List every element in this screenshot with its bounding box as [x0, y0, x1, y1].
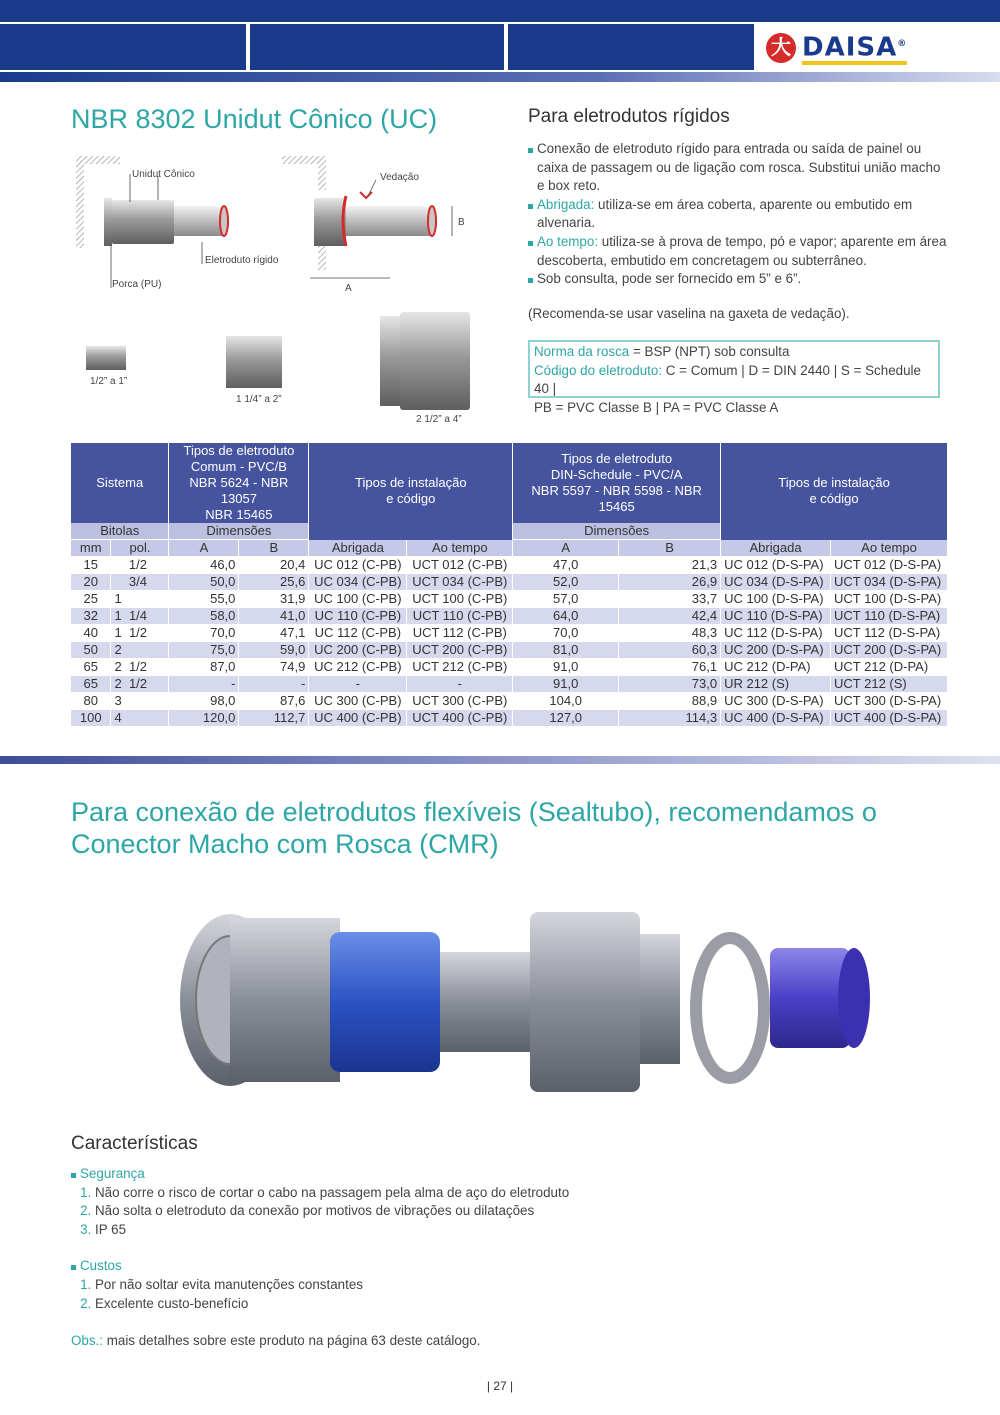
cell-pol: 1/2	[111, 557, 169, 574]
group-seguranca	[71, 1165, 951, 1239]
group-custos	[71, 1257, 951, 1313]
table-row	[71, 642, 948, 659]
cell-a2: 52,0	[513, 574, 619, 591]
header-bitolas: Bitolas	[71, 523, 169, 540]
cell-a2: 104,0	[513, 693, 619, 710]
spec-table	[71, 443, 948, 727]
cell-tmp: UCT 200 (C-PB)	[407, 642, 513, 659]
cell-b: 112,7	[239, 710, 309, 727]
cell-pol: 2	[111, 642, 169, 659]
cell-b2: 114,3	[619, 710, 721, 727]
header-tab-3	[508, 24, 754, 70]
header-comum-2: Comum - PVC/B	[169, 459, 309, 475]
header-a: A	[169, 540, 239, 557]
cell-mm: 15	[71, 557, 111, 574]
list-item: 1. Por não soltar evita manutenções constantes	[95, 1276, 951, 1295]
cell-tmp2: UCT 034 (D-S-PA)	[831, 574, 948, 591]
cell-pol: 1 1/4	[111, 608, 169, 625]
header-gradient-line	[0, 72, 1000, 82]
cell-tmp2: UCT 100 (D-S-PA)	[831, 591, 948, 608]
cell-abr2: UC 110 (D-S-PA)	[721, 608, 831, 625]
list-item: 1. Não corre o risco de cortar o cabo na passagem pela alma de aço do eletroduto	[95, 1184, 951, 1203]
spring-part	[440, 952, 530, 1052]
caption-size-3: 2 1/2” a 4”	[416, 414, 462, 425]
cell-b: 20,4	[239, 557, 309, 574]
cell-pol: 3/4	[111, 574, 169, 591]
cell-tmp2: UCT 212 (D-PA)	[831, 659, 948, 676]
header-ao-tempo: Ao tempo	[407, 540, 513, 557]
cell-abr2: UR 212 (S)	[721, 676, 831, 693]
cell-a: 55,0	[169, 591, 239, 608]
unidut-medium-image	[226, 336, 282, 388]
cell-abr2: UC 212 (D-PA)	[721, 659, 831, 676]
cell-abr: UC 112 (C-PB)	[309, 625, 407, 642]
cell-b: 74,9	[239, 659, 309, 676]
cell-tmp: UCT 300 (C-PB)	[407, 693, 513, 710]
header-comum-3: NBR 5624 - NBR 13057	[169, 475, 309, 507]
header-din: Tipos de eletroduto DIN-Schedule - PVC/A NBR 5597 - NBR 5598 - NBR 15465	[513, 443, 721, 523]
table-row	[71, 591, 948, 608]
cell-tmp: UCT 100 (C-PB)	[407, 591, 513, 608]
header-dimensoes-1: Dimensões	[169, 523, 309, 540]
cell-mm: 65	[71, 676, 111, 693]
characteristics-list	[71, 1165, 951, 1331]
list-item: 3. IP 65	[95, 1221, 951, 1240]
list-item: 2. Não solta o eletroduto da conexão por motivos de vibrações ou dilatações	[95, 1202, 951, 1221]
cell-abr: UC 200 (C-PB)	[309, 642, 407, 659]
cell-a: 46,0	[169, 557, 239, 574]
obs-note: Obs.: mais detalhes sobre este produto na página 63 deste catálogo.	[71, 1333, 481, 1348]
cell-mm: 40	[71, 625, 111, 642]
cell-a2: 64,0	[513, 608, 619, 625]
cell-abr2: UC 300 (D-S-PA)	[721, 693, 831, 710]
cell-abr: UC 110 (C-PB)	[309, 608, 407, 625]
cell-mm: 80	[71, 693, 111, 710]
cell-tmp: -	[407, 676, 513, 693]
cell-abr2: UC 112 (D-S-PA)	[721, 625, 831, 642]
cell-a: 70,0	[169, 625, 239, 642]
blue-sleeve-part	[330, 932, 440, 1072]
bullet-item: Ao tempo: utiliza-se à prova de tempo, pó e vapor; aparente em área descoberta, embutido em concretagem ou subterrâneo.	[528, 233, 948, 270]
cell-b: 47,1	[239, 625, 309, 642]
cell-mm: 20	[71, 574, 111, 591]
cell-tmp2: UCT 400 (D-S-PA)	[831, 710, 948, 727]
cell-pol: 3	[111, 693, 169, 710]
cell-a2: 81,0	[513, 642, 619, 659]
cell-b2: 76,1	[619, 659, 721, 676]
header-instalacao-1: Tipos de instalação e código	[309, 443, 513, 540]
cell-b2: 21,3	[619, 557, 721, 574]
cell-a2: 91,0	[513, 676, 619, 693]
list-item: 2. Excelente custo-benefício	[95, 1295, 951, 1314]
cell-abr: UC 212 (C-PB)	[309, 659, 407, 676]
cell-b2: 26,9	[619, 574, 721, 591]
eletroduto-pipe	[174, 206, 224, 236]
cell-b2: 48,3	[619, 625, 721, 642]
header-a2: A	[513, 540, 619, 557]
cell-b: 87,6	[239, 693, 309, 710]
cell-a2: 47,0	[513, 557, 619, 574]
cell-tmp: UCT 212 (C-PB)	[407, 659, 513, 676]
cmr-exploded-illustration	[170, 890, 880, 1100]
bullet-item: Sob consulta, pode ser fornecido em 5” e 6”.	[528, 270, 948, 289]
cell-pol: 2 1/2	[111, 676, 169, 693]
feature-bullets	[528, 140, 948, 289]
dimension-a-label: A	[345, 283, 352, 294]
unidut-body	[112, 200, 174, 244]
caption-unidut: Unidut Cônico	[132, 169, 195, 180]
cell-tmp2: UCT 110 (D-S-PA)	[831, 608, 948, 625]
technical-drawing	[70, 150, 500, 430]
table-row	[71, 574, 948, 591]
cell-pol: 4	[111, 710, 169, 727]
seal-ring-part	[696, 938, 764, 1078]
cell-b: 25,6	[239, 574, 309, 591]
cell-tmp2: UCT 200 (D-S-PA)	[831, 642, 948, 659]
cell-abr2: UC 034 (D-S-PA)	[721, 574, 831, 591]
cell-pol: 2 1/2	[111, 659, 169, 676]
cell-mm: 65	[71, 659, 111, 676]
cell-tmp2: UCT 012 (D-S-PA)	[831, 557, 948, 574]
porca-nut	[104, 198, 112, 246]
section2-title: Para conexão de eletrodutos flexíveis (Sealtubo), recomendamos o Conector Macho com Rosca (CMR)	[71, 797, 877, 859]
cell-b2: 73,0	[619, 676, 721, 693]
logo-text: DAISA®	[802, 31, 907, 66]
cell-abr: UC 012 (C-PB)	[309, 557, 407, 574]
cell-mm: 32	[71, 608, 111, 625]
header-comum-1: Tipos de eletroduto	[169, 443, 309, 459]
cell-abr: -	[309, 676, 407, 693]
page-title: NBR 8302 Unidut Cônico (UC)	[71, 104, 438, 134]
group-heading: Custos	[71, 1257, 951, 1276]
header-pol: pol.	[111, 540, 169, 557]
cell-tmp: UCT 112 (C-PB)	[407, 625, 513, 642]
header-sistema: Sistema	[71, 443, 169, 523]
header-b: B	[239, 540, 309, 557]
cell-tmp2: UCT 300 (D-S-PA)	[831, 693, 948, 710]
table-row	[71, 659, 948, 676]
header-instalacao-2: Tipos de instalação e código	[721, 443, 948, 540]
table-row	[71, 693, 948, 710]
cell-abr: UC 400 (C-PB)	[309, 710, 407, 727]
table-row	[71, 710, 948, 727]
header-ao-tempo-2: Ao tempo	[831, 540, 948, 557]
characteristics-title: Características	[71, 1133, 198, 1154]
header-abrigada-2: Abrigada	[721, 540, 831, 557]
wall-hatch-left	[76, 164, 84, 248]
cell-b: 31,9	[239, 591, 309, 608]
cell-tmp2: UCT 212 (S)	[831, 676, 948, 693]
cell-a: 120,0	[169, 710, 239, 727]
vaseline-note: (Recomenda-se usar vaselina na gaxeta de vedação).	[528, 306, 850, 321]
code-legend-box: Norma da rosca = BSP (NPT) sob consulta Código do eletroduto: C = Comum | D = DIN 2440 | S = Schedule 40 | PB = PVC Classe B | PA = PVC Classe A	[528, 340, 940, 398]
cell-a2: 91,0	[513, 659, 619, 676]
cell-tmp: UCT 034 (C-PB)	[407, 574, 513, 591]
cell-a: -	[169, 676, 239, 693]
cell-abr: UC 100 (C-PB)	[309, 591, 407, 608]
cell-abr2: UC 100 (D-S-PA)	[721, 591, 831, 608]
cell-abr2: UC 400 (D-S-PA)	[721, 710, 831, 727]
caption-size-1: 1/2” a 1”	[90, 376, 128, 387]
section-separator	[0, 756, 1000, 764]
cell-abr2: UC 012 (D-S-PA)	[721, 557, 831, 574]
section-subtitle: Para eletrodutos rígidos	[528, 106, 730, 127]
cell-abr2: UC 200 (D-S-PA)	[721, 642, 831, 659]
threaded-body-part	[530, 912, 640, 1092]
table-row	[71, 557, 948, 574]
cell-tmp: UCT 110 (C-PB)	[407, 608, 513, 625]
cell-a: 58,0	[169, 608, 239, 625]
table-row	[71, 625, 948, 642]
cell-tmp2: UCT 112 (D-S-PA)	[831, 625, 948, 642]
header-abrigada: Abrigada	[309, 540, 407, 557]
caption-vedacao: Vedação	[380, 172, 419, 183]
unidut-small-image	[86, 346, 126, 370]
cell-pol: 1	[111, 591, 169, 608]
daisa-logo	[766, 30, 907, 66]
page-number: | 27 |	[486, 1379, 514, 1393]
dimension-b-label: B	[458, 217, 465, 228]
group-heading: Segurança	[71, 1165, 951, 1184]
cell-abr: UC 300 (C-PB)	[309, 693, 407, 710]
caption-porca: Porca (PU)	[112, 279, 162, 290]
table-row	[71, 608, 948, 625]
logo-mark-icon: 大	[766, 33, 796, 63]
bullet-item: Conexão de eletroduto rígido para entrada ou saída de painel ou caixa de passagem ou de ligação com rosca. Substitui união macho e box reto.	[528, 140, 948, 196]
header-top-bar	[0, 0, 1000, 22]
cell-b: -	[239, 676, 309, 693]
caption-eletroduto: Eletroduto rígido	[205, 255, 279, 266]
cell-tmp: UCT 012 (C-PB)	[407, 557, 513, 574]
header-comum-4: NBR 15465	[169, 507, 309, 523]
cell-a: 50,0	[169, 574, 239, 591]
cell-b: 59,0	[239, 642, 309, 659]
cell-b: 41,0	[239, 608, 309, 625]
header-b2: B	[619, 540, 721, 557]
page-header	[0, 0, 1000, 85]
cell-mm: 25	[71, 591, 111, 608]
cell-a2: 57,0	[513, 591, 619, 608]
cell-b2: 33,7	[619, 591, 721, 608]
cell-a: 98,0	[169, 693, 239, 710]
bullet-item: Abrigada: utiliza-se em área coberta, aparente ou embutido em alvenaria.	[528, 196, 948, 233]
header-tab-1	[0, 24, 246, 70]
header-mm: mm	[71, 540, 111, 557]
cell-b2: 88,9	[619, 693, 721, 710]
cell-a: 87,0	[169, 659, 239, 676]
unidut-large-image	[400, 312, 470, 410]
table-row	[71, 676, 948, 693]
caption-size-2: 1 1/4” a 2”	[236, 394, 282, 405]
cell-pol: 1 1/2	[111, 625, 169, 642]
cell-mm: 100	[71, 710, 111, 727]
header-dimensoes-2: Dimensões	[513, 523, 721, 540]
cell-a2: 127,0	[513, 710, 619, 727]
cell-b2: 60,3	[619, 642, 721, 659]
cell-abr: UC 034 (C-PB)	[309, 574, 407, 591]
cell-a2: 70,0	[513, 625, 619, 642]
cell-mm: 50	[71, 642, 111, 659]
cell-tmp: UCT 400 (C-PB)	[407, 710, 513, 727]
cell-b2: 42,4	[619, 608, 721, 625]
header-tab-2	[250, 24, 504, 70]
wall-hatch-top	[76, 156, 120, 164]
cell-a: 75,0	[169, 642, 239, 659]
